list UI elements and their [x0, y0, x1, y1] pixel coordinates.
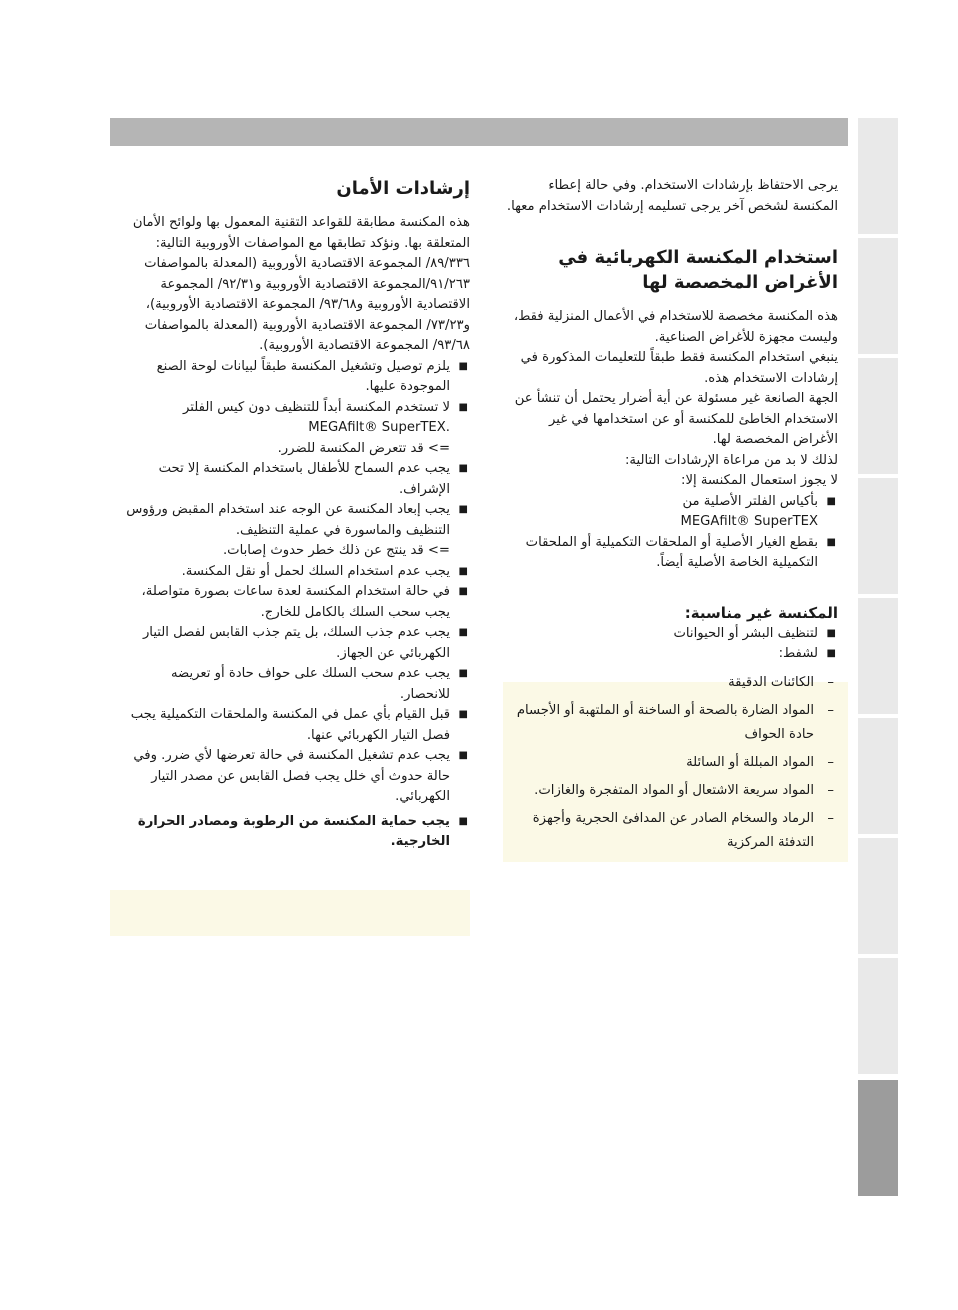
side-tab[interactable] — [858, 118, 898, 234]
list-item: – المواد سريعة الاشتعال أو المواد المتفجرة والغازات. — [503, 779, 838, 803]
safety-list — [118, 357, 470, 439]
list-item: ■ قبل القيام بأي عمل في المكنسة والملحقات التكميلية يجب فصل التيار الكهربائي عنها. — [118, 705, 470, 746]
list-item: ■ يجب عدم جذب السلك، بل يتم جذب القابس لفصل التيار الكهربائي عن الجهاز. — [118, 623, 470, 664]
list-item: – المواد المبللة أو السائلة — [503, 751, 838, 775]
list-item: – الرماد والسخام الصادر عن المدافئ الحجرية وأجهزة التدفئة المركزية — [503, 807, 838, 855]
list-item: ■ يلزم توصيل وتشغيل المكنسة طبقاً لبيانات لوحة الصنع الموجودة عليها. — [118, 357, 470, 398]
paragraph: ينبغي استخدام المكنسة فقط طبقاً للتعليمات المذكورة في إرشادات الاستخدام هذه. — [520, 350, 838, 386]
list-item: ■ يجب إبعاد المكنسة عن الوجه عند استخدام المقبض ورؤوس التنظيف والماسورة في عملية التنظيف. — [118, 500, 470, 541]
side-tab[interactable] — [858, 358, 898, 474]
list-item: ■ يجب حماية المكنسة من الرطوبة ومصادر الحرارة الخارجية. — [118, 812, 470, 853]
highlight-box — [110, 890, 470, 936]
paragraph: ٨٩/٣٣٦/ المجموعة الاقتصادية الأوروبية (المعدلة بالمواصفات ٩١/٢٦٣/المجموعة الاقتصادية الأوروبية و٩٢/٣١/ المجموعة الاقتصادية الأوروبية و٩٣/٦٨/ المجموعة الاقتصادية الأوروبية)، و٧٣/٢٣/ المجموعة الاقتصادية الأوروبية (المعدلة بالمواصفات ٩٣/٦٨/ المجموعة الاقتصادية الأوروبية). — [144, 256, 470, 353]
paragraph: هذه المكنسة مخصصة للاستخدام في الأعمال المنزلية فقط، وليست مجهزة للأغراض الصناعية. — [513, 309, 838, 345]
paragraph: لذلك لا بد من مراعاة الإرشادات التالية: — [624, 452, 838, 468]
intro-paragraph: يرجى الاحتفاظ بإرشادات الاستخدام. وفي حالة إعطاء المكنسة لشخص آخر يرجى تسليمه إرشادات الاستخدام معها. — [506, 178, 838, 214]
list-item: ■ لشفط: — [503, 644, 838, 665]
right-column — [503, 176, 838, 859]
list-item: ■ في حالة استخدام المكنسة لعدة ساعات بصورة متواصلة، يجب سحب السلك بالكامل للخارج. — [118, 582, 470, 623]
warning-note: => قد تتعرض المكنسة للضرر. — [277, 440, 450, 456]
list-item-text: بأكياس الفلتر الأصلية من — [682, 493, 818, 509]
header-bar — [110, 118, 848, 146]
paragraph: الجهة الصانعة غير مسئولة عن أية أضرار يحتمل أن تنشأ عن الاستخدام الخاطئ للمكنسة أو عن استخدامها في غير الأغراض المخصصة لها. — [514, 391, 838, 447]
brand-name: MEGAfilt® SuperTEX. — [308, 420, 450, 435]
list-item: – الكائنات الدقيقة — [503, 671, 838, 695]
allowed-list — [503, 492, 838, 574]
list-item: ■ بقطع الغيار الأصلية أو الملحقات التكميلية أو الملحقات التكميلية الخاصة الأصلية أيضاً. — [503, 533, 838, 574]
paragraph: هذه المكنسة مطابقة للقواعد التقنية المعمول بها ولوائح الأمان المتعلقة بها. ونؤكد تطابقها مع المواصفات الأوروبية التالية: — [132, 215, 470, 251]
safety-title: إرشادات الأمان — [336, 178, 470, 199]
list-item-text: لا تستخدم المكنسة أبداً للتنظيف دون كيس الفلتر — [183, 399, 450, 415]
list-item: ■ يجب عدم استخدام السلك لحمل أو نقل المكنسة. — [118, 562, 470, 583]
side-tab[interactable] — [858, 838, 898, 954]
list-item — [503, 492, 838, 533]
side-tab[interactable] — [858, 718, 898, 834]
list-item: ■ يجب عدم السماح للأطفال باستخدام المكنسة إلا تحت الإشراف. — [118, 459, 470, 500]
warning-note: => قد ينتج عن ذلك خطر حدوث إصابات. — [222, 543, 450, 558]
side-tab-active[interactable] — [858, 1080, 898, 1196]
side-tab[interactable] — [858, 958, 898, 1074]
list-item — [118, 398, 470, 439]
side-tab[interactable] — [858, 238, 898, 354]
list-item: ■ لتنظيف البشر أو الحيوانات — [503, 624, 838, 645]
brand-name: MEGAfilt® SuperTEX — [680, 514, 818, 529]
list-item: ■ يجب عدم سحب السلك على حواف حادة أو تعريضه للانحصار. — [118, 664, 470, 705]
unsuitable-materials-list — [503, 671, 838, 855]
unsuitable-title: المكنسة غير مناسبة: — [684, 603, 838, 622]
paragraph: لا يجوز استعمال المكنسة إلا: — [681, 473, 838, 488]
unsuitable-list — [503, 624, 838, 665]
safety-list — [118, 562, 470, 853]
list-item: ■ يجب عدم تشغيل المكنسة في حالة تعرضها لأي ضرر. وفي حالة حدوث أي خلل يجب فصل القابس عن مصدر التيار الكهربائي. — [118, 746, 470, 808]
intended-use-title: استخدام المكنسة الكهربائية في الأغراض المخصصة لها — [558, 247, 838, 293]
side-tab[interactable] — [858, 598, 898, 714]
side-tab[interactable] — [858, 478, 898, 594]
left-column — [118, 176, 470, 853]
list-item: – المواد الضارة بالصحة أو الساخنة أو الملتهبة أو الأجسام حادة الحواف — [503, 699, 838, 747]
safety-list — [118, 459, 470, 541]
